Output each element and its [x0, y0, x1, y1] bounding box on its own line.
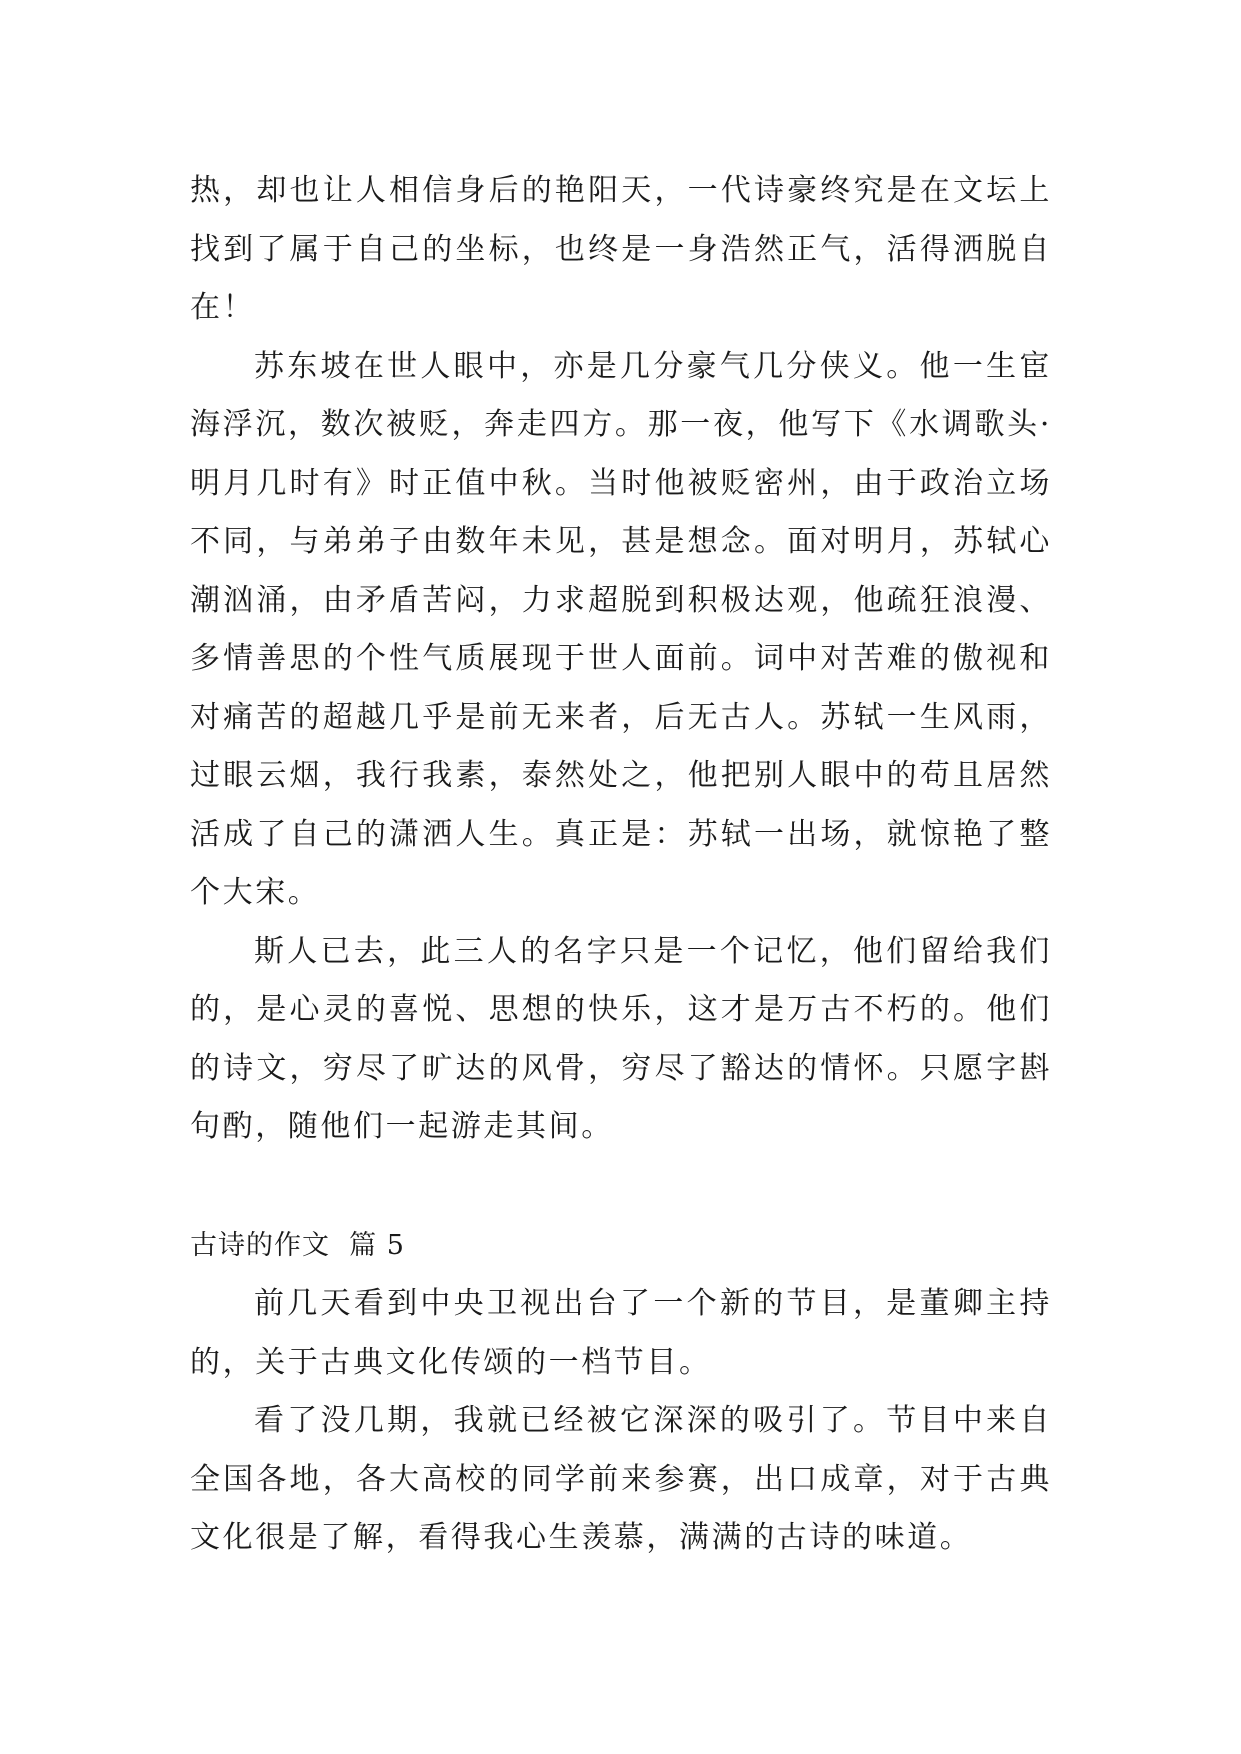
paragraph-5: 看了没几期，我就已经被它深深的吸引了。节目中来自全国各地，各大高校的同学前来参赛，出口成章，对于古典文化很是了解，看得我心生羡慕，满满的古诗的味道。 — [190, 1403, 1052, 1555]
paragraph-2: 苏东坡在世人眼中，亦是几分豪气几分侠义。他一生宦海浮沉，数次被贬，奔走四方。那一夜，他写下《水调歌头·明月几时有》时正值中秋。当时他被贬密州，由于政治立场不同，与弟弟子由数年未见，甚是想念。面对明月，苏轼心潮汹涌，由矛盾苦闷，力求超脱到积极达观，他疏狂浪漫、多情善思的个性气质展现于世人面前。词中对苦难的傲视和对痛苦的超越几乎是前无来者，后无古人。苏轼一生风雨，过眼云烟，我行我素，泰然处之，他把别人眼中的苟且居然活成了自己的潇洒人生。真正是：苏轼一出场，就惊艳了整个大宋。 — [190, 348, 1052, 910]
paragraph-4: 前几天看到中央卫视出台了一个新的节目，是董卿主持的，关于古典文化传颂的一档节目。 — [190, 1286, 1052, 1380]
section-heading: 古诗的作文 篇 5 — [190, 1229, 405, 1261]
document-body — [190, 162, 1052, 1568]
paragraph-1: 热，却也让人相信身后的艳阳天，一代诗豪终究是在文坛上找到了属于自己的坐标，也终是一身浩然正气，活得洒脱自在！ — [190, 173, 1052, 325]
paragraph-3: 斯人已去，此三人的名字只是一个记忆，他们留给我们的，是心灵的喜悦、思想的快乐，这才是万古不朽的。他们的诗文，穷尽了旷达的风骨，穷尽了豁达的情怀。只愿字斟句酌，随他们一起游走其间。 — [190, 933, 1052, 1144]
